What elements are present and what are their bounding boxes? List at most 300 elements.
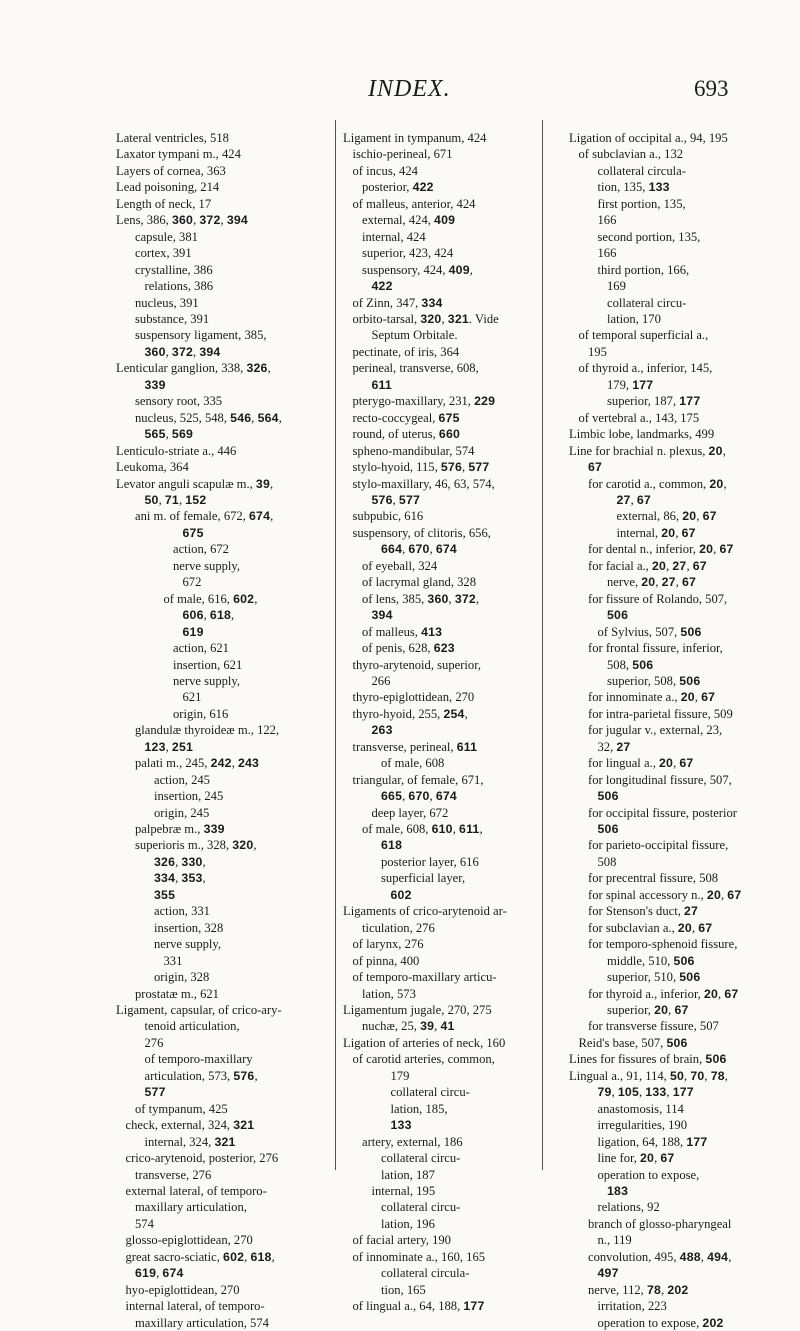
bold-page-ref: 372 — [454, 591, 476, 606]
bold-page-ref: 664 — [381, 542, 403, 557]
index-entry: nerve supply, — [154, 937, 222, 952]
index-entry: second portion, 135, — [597, 229, 701, 244]
index-entry: Ligamentum jugale, 270, 275 — [343, 1003, 492, 1018]
bold-page-ref: 177 — [672, 1085, 694, 1100]
index-entry: thyro-epiglottidean, 270 — [352, 690, 475, 705]
bold-page-ref: 229 — [474, 394, 496, 409]
bold-page-ref: 39 — [255, 476, 270, 491]
index-entry: 166 — [597, 213, 617, 228]
bold-page-ref: 263 — [371, 723, 393, 738]
index-entry: for frontal fissure, inferior, — [588, 641, 723, 656]
index-entry: of temporo-maxillary — [144, 1052, 253, 1067]
bold-page-ref: 79 — [597, 1085, 612, 1100]
index-entry: 606, 618, — [182, 608, 235, 623]
bold-page-ref: 67 — [727, 887, 742, 902]
index-entry: irregularities, 190 — [597, 1118, 688, 1133]
index-entry: branch of glosso-pharyngeal — [588, 1216, 732, 1231]
bold-page-ref: 50 — [669, 1068, 685, 1083]
index-entry: Line for brachial n. plexus, 20, — [569, 443, 726, 458]
bold-page-ref: 20 — [641, 575, 656, 590]
index-entry: for spinal accessory n., 20, 67 — [588, 887, 742, 902]
index-entry: substance, 391 — [135, 311, 210, 326]
bold-page-ref: 67 — [719, 542, 734, 557]
bold-page-ref: 606 — [182, 608, 204, 623]
bold-page-ref: 20 — [661, 525, 676, 540]
bold-page-ref: 422 — [412, 180, 434, 195]
index-entry: external, 424, 409 — [362, 213, 456, 228]
bold-page-ref: 660 — [438, 427, 461, 442]
index-entry: action, 672 — [173, 542, 229, 557]
index-entry: Ligaments of crico-arytenoid ar- — [343, 904, 507, 919]
index-entry: Length of neck, 17 — [116, 196, 212, 211]
index-entry: thyro-hyoid, 255, 254, — [352, 706, 468, 721]
bold-page-ref: 506 — [679, 673, 701, 688]
index-entry: action, 245 — [154, 772, 210, 787]
index-entry: nerve supply, — [173, 558, 241, 573]
bold-page-ref: 27 — [684, 904, 699, 919]
index-entry: cortex, 391 — [135, 246, 192, 261]
index-entry: transverse, perineal, 611 — [352, 739, 478, 754]
index-entry: collateral circu- — [381, 1200, 461, 1215]
bold-page-ref: 334 — [154, 871, 176, 886]
bold-page-ref: 602 — [390, 887, 412, 902]
index-entry: for transverse fissure, 507 — [588, 1019, 719, 1034]
index-entry: line for, 20, 67 — [597, 1151, 675, 1166]
bold-page-ref: 619 — [182, 624, 204, 639]
index-entry: for facial a., 20, 27, 67 — [588, 558, 707, 573]
bold-page-ref: 67 — [674, 1003, 689, 1018]
bold-page-ref: 353 — [181, 871, 203, 886]
index-entry: lation, 196 — [381, 1216, 435, 1231]
bold-page-ref: 123 — [144, 739, 166, 754]
bold-page-ref: 67 — [588, 460, 603, 475]
index-entry: 169 — [607, 279, 626, 294]
bold-page-ref: 67 — [681, 525, 696, 540]
bold-page-ref: 133 — [648, 180, 670, 195]
index-entry — [569, 607, 794, 623]
bold-page-ref: 202 — [702, 1315, 724, 1330]
index-entry — [343, 887, 575, 903]
index-entry: of malleus, 413 — [362, 624, 443, 639]
bold-page-ref: 20 — [677, 920, 692, 935]
index-entry: origin, 328 — [154, 970, 210, 985]
index-entry: action, 621 — [173, 641, 229, 656]
bold-page-ref: 506 — [597, 789, 619, 804]
index-entry: crystalline, 386 — [135, 262, 213, 277]
bold-page-ref: 497 — [597, 1266, 619, 1281]
bold-page-ref: 577 — [144, 1085, 166, 1100]
index-entry: Lateral ventricles, 518 — [116, 131, 229, 145]
index-entry: lation, 187 — [381, 1167, 435, 1182]
bold-page-ref: 674 — [435, 542, 457, 557]
bold-page-ref: 355 — [154, 887, 176, 902]
bold-page-ref: 177 — [679, 394, 701, 409]
bold-page-ref: 569 — [171, 427, 194, 442]
bold-page-ref: 105 — [617, 1085, 639, 1100]
bold-page-ref: 394 — [371, 608, 393, 623]
index-entry: 123, 251 — [144, 739, 194, 754]
index-entry: 276 — [144, 1035, 164, 1050]
bold-page-ref: 360 — [171, 213, 194, 228]
index-entry: Levator anguli scapulæ m., 39, — [116, 476, 274, 491]
bold-page-ref: 339 — [203, 822, 225, 837]
index-entry: ani m. of female, 672, 674, — [135, 509, 274, 524]
bold-page-ref: 67 — [698, 920, 713, 935]
index-column-right — [569, 130, 794, 1331]
index-entry: of thyroid a., inferior, 145, — [578, 361, 713, 376]
index-entry: nerve, 20, 27, 67 — [607, 575, 697, 590]
page-header — [0, 76, 800, 106]
bold-page-ref: 67 — [679, 756, 694, 771]
index-entry: crico-arytenoid, posterior, 276 — [125, 1151, 279, 1166]
index-entry: for jugular v., external, 23, — [588, 723, 723, 738]
index-entry: for innominate a., 20, 67 — [588, 690, 716, 705]
index-entry — [343, 837, 575, 853]
index-entry: triangular, of female, 671, — [352, 772, 484, 787]
bold-page-ref: 20 — [680, 690, 695, 705]
bold-page-ref: 610 — [431, 822, 453, 837]
index-entry: of lingual a., 64, 188, 177 — [352, 1299, 485, 1314]
index-entry: internal, 195 — [371, 1184, 436, 1198]
index-entry — [116, 1084, 348, 1100]
page-number: 693 — [694, 76, 729, 101]
index-entry: of Sylvius, 507, 506 — [597, 624, 702, 639]
index-entry: ischio-perineal, 671 — [352, 147, 453, 162]
index-entry: of vertebral a., 143, 175 — [578, 410, 700, 425]
index-entry — [569, 1183, 794, 1199]
index-entry: middle, 510, 506 — [607, 953, 695, 968]
index-entry: of larynx, 276 — [352, 937, 424, 952]
index-entry — [343, 377, 575, 393]
index-entry — [343, 1117, 575, 1133]
index-entry: Leukoma, 364 — [116, 460, 189, 475]
bold-page-ref: 611 — [456, 739, 478, 754]
index-entry: of innominate a., 160, 165 — [352, 1249, 486, 1264]
index-entry: internal, 20, 67 — [616, 525, 696, 540]
index-entry: perineal, transverse, 608, — [352, 361, 479, 376]
index-entry: 664, 670, 674 — [381, 542, 457, 557]
index-entry: 508 — [597, 854, 617, 869]
bold-page-ref: 577 — [468, 460, 490, 475]
bold-page-ref: 39 — [420, 1019, 435, 1034]
index-entry: ticulation, 276 — [362, 920, 435, 935]
index-entry: 565, 569 — [144, 427, 194, 442]
bold-page-ref: 602 — [223, 1249, 245, 1264]
index-entry: for subclavian a., 20, 67 — [588, 920, 713, 935]
bold-page-ref: 67 — [701, 690, 716, 705]
bold-page-ref: 413 — [421, 624, 443, 639]
index-entry: of incus, 424 — [352, 163, 418, 178]
index-column-left — [116, 130, 348, 1331]
index-entry: for Stenson's duct, 27 — [588, 904, 699, 919]
index-entry: for occipital fissure, posterior — [588, 805, 737, 820]
index-entry: 619, 674 — [135, 1266, 184, 1281]
index-entry: superficial layer, — [381, 871, 466, 886]
index-entry: collateral circu- — [390, 1085, 470, 1100]
bold-page-ref: 67 — [724, 986, 739, 1001]
index-entry: 360, 372, 394 — [144, 344, 221, 359]
index-entry: for parieto-occipital fissure, — [588, 838, 729, 853]
index-entry: hyo-epiglottidean, 270 — [125, 1282, 240, 1297]
bold-page-ref: 321 — [214, 1134, 236, 1149]
index-entry: stylo-hyoid, 115, 576, 577 — [352, 460, 490, 475]
bold-page-ref: 20 — [654, 1003, 669, 1018]
bold-page-ref: 564 — [257, 410, 279, 425]
bold-page-ref: 20 — [651, 558, 667, 573]
index-entry: 331 — [163, 953, 183, 968]
index-entry: pterygo-maxillary, 231, 229 — [352, 394, 496, 409]
index-entry — [569, 1265, 794, 1281]
index-entry: for lingual a., 20, 67 — [588, 756, 694, 771]
index-entry: Lenticular ganglion, 338, 326, — [116, 361, 271, 376]
index-entry: 179 — [390, 1068, 410, 1083]
bold-page-ref: 67 — [636, 492, 651, 507]
index-entry: superior, 510, 506 — [607, 970, 701, 985]
bold-page-ref: 675 — [438, 410, 460, 425]
bold-page-ref: 674 — [435, 789, 457, 804]
index-entry: of malleus, anterior, 424 — [352, 196, 476, 211]
index-entry: Reid's base, 507, 506 — [578, 1035, 688, 1050]
bold-page-ref: 611 — [371, 377, 392, 392]
index-entry: deep layer, 672 — [371, 805, 449, 820]
index-entry: convolution, 495, 488, 494, — [588, 1249, 732, 1264]
bold-page-ref: 67 — [692, 558, 707, 573]
bold-page-ref: 506 — [679, 970, 701, 985]
bold-page-ref: 326 — [246, 361, 268, 376]
index-entry: 326, 330, — [154, 854, 206, 869]
index-entry: origin, 245 — [154, 805, 210, 820]
index-entry: external lateral, of temporo- — [125, 1184, 267, 1198]
index-entry: 50, 71, 152 — [144, 492, 207, 507]
index-entry — [569, 788, 794, 804]
bold-page-ref: 618 — [250, 1249, 272, 1264]
index-entry: 621 — [182, 690, 202, 705]
bold-page-ref: 565 — [144, 427, 166, 442]
index-entry: of facial artery, 190 — [352, 1233, 451, 1248]
index-entry: collateral circula- — [381, 1266, 470, 1281]
index-entry: tenoid articulation, — [144, 1019, 240, 1034]
bold-page-ref: 360 — [427, 591, 449, 606]
index-entry: first portion, 135, — [597, 196, 686, 211]
index-entry: superior, 423, 424 — [362, 246, 454, 261]
index-entry: check, external, 324, 321 — [125, 1118, 255, 1133]
index-entry: operation to expose, — [597, 1167, 700, 1182]
index-entry: maxillary articulation, 574 — [135, 1315, 269, 1330]
index-entry — [116, 887, 348, 903]
index-entry: transverse, 276 — [135, 1167, 212, 1182]
index-entry: of carotid arteries, common, — [352, 1052, 495, 1067]
index-entry: 27, 67 — [616, 492, 651, 507]
bold-page-ref: 665 — [381, 789, 403, 804]
index-entry: nucleus, 525, 548, 546, 564, — [135, 410, 282, 425]
index-entry — [116, 624, 348, 640]
index-entry: of lens, 385, 360, 372, — [362, 591, 480, 606]
index-entry: nuchæ, 25, 39, 41 — [362, 1019, 455, 1034]
index-entry: relations, 92 — [597, 1200, 660, 1215]
index-entry: maxillary articulation, — [135, 1200, 247, 1215]
index-entry: Ligament, capsular, of crico-ary- — [116, 1003, 282, 1018]
bold-page-ref: 506 — [597, 822, 619, 837]
index-entry: internal, 424 — [362, 229, 426, 244]
bold-page-ref: 330 — [181, 854, 203, 869]
index-entry: Laxator tympani m., 424 — [116, 147, 241, 162]
bold-page-ref: 321 — [447, 311, 469, 326]
bold-page-ref: 242 — [210, 756, 232, 771]
bold-page-ref: 78 — [710, 1068, 725, 1083]
index-entry: 266 — [371, 673, 391, 688]
bold-page-ref: 177 — [463, 1299, 485, 1314]
index-entry: irritation, 223 — [597, 1299, 667, 1314]
bold-page-ref: 67 — [682, 575, 697, 590]
index-entry: relations, 386 — [144, 279, 214, 294]
index-entry: stylo-maxillary, 46, 63, 574, — [352, 476, 495, 491]
bold-page-ref: 618 — [381, 838, 403, 853]
bold-page-ref: 675 — [182, 525, 204, 540]
index-entry: nerve, 112, 78, 202 — [588, 1282, 689, 1297]
index-entry: lation, 185, — [390, 1101, 448, 1116]
index-entry: of male, 616, 602, — [163, 591, 258, 606]
index-entry: Ligation of arteries of neck, 160 — [343, 1035, 506, 1050]
bold-page-ref: 67 — [702, 509, 717, 524]
bold-page-ref: 177 — [686, 1134, 708, 1149]
index-entry: Layers of cornea, 363 — [116, 163, 226, 178]
index-entry: n., 119 — [597, 1233, 632, 1248]
bold-page-ref: 20 — [682, 509, 697, 524]
bold-page-ref: 409 — [448, 262, 470, 277]
bold-page-ref: 78 — [646, 1282, 662, 1297]
bold-page-ref: 326 — [154, 854, 176, 869]
index-entry: glandulæ thyroideæ m., 122, — [135, 723, 280, 738]
index-entry: for dental n., inferior, 20, 67 — [588, 542, 734, 557]
index-entry: 576, 577 — [371, 492, 421, 507]
bold-page-ref: 372 — [199, 213, 221, 228]
index-entry: 508, 506 — [607, 657, 654, 672]
index-entry: superioris m., 328, 320, — [135, 838, 257, 853]
bold-page-ref: 611 — [459, 822, 480, 837]
index-entry: pectinate, of iris, 364 — [352, 344, 460, 359]
bold-page-ref: 133 — [645, 1085, 667, 1100]
index-entry: operation to expose, 202 — [597, 1315, 724, 1330]
index-entry: orbito-tarsal, 320, 321. Vide — [352, 311, 499, 326]
bold-page-ref: 494 — [707, 1249, 729, 1264]
index-entry: tion, 165 — [381, 1282, 426, 1297]
index-entry: third portion, 166, — [597, 262, 690, 277]
index-entry: Lenticulo-striate a., 446 — [116, 443, 237, 458]
bold-page-ref: 576 — [371, 492, 393, 507]
index-entry — [116, 377, 348, 393]
index-entry: 665, 670, 674 — [381, 789, 457, 804]
bold-page-ref: 321 — [233, 1118, 255, 1133]
index-entry: sensory root, 335 — [135, 394, 223, 409]
bold-page-ref: 67 — [660, 1151, 675, 1166]
bold-page-ref: 41 — [440, 1019, 455, 1034]
bold-page-ref: 506 — [632, 657, 654, 672]
bold-page-ref: 506 — [705, 1052, 727, 1067]
bold-page-ref: 394 — [226, 213, 248, 228]
index-entry: of tympanum, 425 — [135, 1101, 228, 1116]
index-entry: lation, 170 — [607, 311, 661, 326]
index-entry: tion, 135, 133 — [597, 180, 670, 195]
index-entry: palpebræ m., 339 — [135, 822, 225, 837]
bold-page-ref: 409 — [434, 213, 456, 228]
index-entry: internal lateral, of temporo- — [125, 1299, 265, 1314]
index-entry: 179, 177 — [607, 377, 654, 392]
index-entry: palati m., 245, 242, 243 — [135, 756, 260, 771]
index-entry: Lead poisoning, 214 — [116, 180, 220, 195]
index-entry: suspensory ligament, 385, — [135, 328, 267, 343]
index-entry: 195 — [588, 344, 607, 359]
bold-page-ref: 422 — [371, 279, 393, 294]
index-entry: Limbic lobe, landmarks, 499 — [569, 427, 715, 442]
index-entry: round, of uterus, 660 — [352, 427, 461, 442]
bold-page-ref: 70 — [690, 1068, 705, 1083]
bold-page-ref: 20 — [699, 542, 714, 557]
index-entry: 32, 27 — [597, 739, 631, 754]
index-entry: recto-coccygeal, 675 — [352, 410, 460, 425]
index-entry: of penis, 628, 623 — [362, 641, 455, 656]
index-entry: collateral circu- — [607, 295, 687, 310]
index-entry: subpubic, 616 — [352, 509, 424, 524]
bold-page-ref: 152 — [185, 492, 207, 507]
index-entry: for thyroid a., inferior, 20, 67 — [588, 986, 739, 1001]
index-entry: for fissure of Rolando, 507, — [588, 591, 728, 606]
index-entry: of male, 608, 610, 611, — [362, 822, 483, 837]
index-entry: for carotid a., common, 20, — [588, 476, 727, 491]
index-entry: ligation, 64, 188, 177 — [597, 1134, 708, 1149]
index-entry: of pinna, 400 — [352, 953, 420, 968]
bold-page-ref: 619 — [135, 1266, 157, 1281]
bold-page-ref: 20 — [659, 756, 674, 771]
index-entry: 79, 105, 133, 177 — [597, 1085, 694, 1100]
bold-page-ref: 372 — [171, 344, 194, 359]
bold-page-ref: 27 — [661, 575, 676, 590]
index-entry: 672 — [182, 575, 202, 590]
bold-page-ref: 506 — [666, 1035, 688, 1050]
index-entry: origin, 616 — [173, 706, 229, 721]
index-entry: of Zinn, 347, 334 — [352, 295, 443, 310]
bold-page-ref: 202 — [667, 1282, 689, 1297]
index-entry: nerve supply, — [173, 673, 241, 688]
index-entry: action, 331 — [154, 904, 210, 919]
running-title: INDEX. — [368, 76, 451, 102]
index-entry: Lines for fissures of brain, 506 — [569, 1052, 727, 1067]
bold-page-ref: 243 — [237, 756, 260, 771]
index-entry: Ligament in tympanum, 424 — [343, 131, 487, 145]
index-entry: posterior, 422 — [362, 180, 434, 195]
index-entry: thyro-arytenoid, superior, — [352, 657, 482, 672]
bold-page-ref: 177 — [632, 377, 654, 392]
index-entry: 334, 353, — [154, 871, 206, 886]
index-entry: for precentral fissure, 508 — [588, 871, 719, 886]
bold-page-ref: 576 — [233, 1068, 255, 1083]
index-entry: great sacro-sciatic, 602, 618, — [125, 1249, 275, 1264]
index-entry: suspensory, 424, 409, — [362, 262, 473, 277]
bold-page-ref: 360 — [144, 344, 166, 359]
index-entry: of male, 608 — [381, 756, 445, 771]
index-entry: external, 86, 20, 67 — [616, 509, 717, 524]
index-entry: of temporal superficial a., — [578, 328, 709, 343]
bold-page-ref: 20 — [703, 986, 719, 1001]
index-entry: posterior layer, 616 — [381, 854, 479, 869]
bold-page-ref: 20 — [708, 443, 723, 458]
bold-page-ref: 27 — [616, 739, 631, 754]
index-entry: Lens, 386, 360, 372, 394 — [116, 213, 248, 228]
bold-page-ref: 254 — [443, 706, 465, 721]
index-entry: prostatæ m., 621 — [135, 986, 219, 1001]
index-entry: artery, external, 186 — [362, 1134, 463, 1149]
index-entry: anastomosis, 114 — [597, 1101, 684, 1116]
index-entry — [343, 722, 575, 738]
